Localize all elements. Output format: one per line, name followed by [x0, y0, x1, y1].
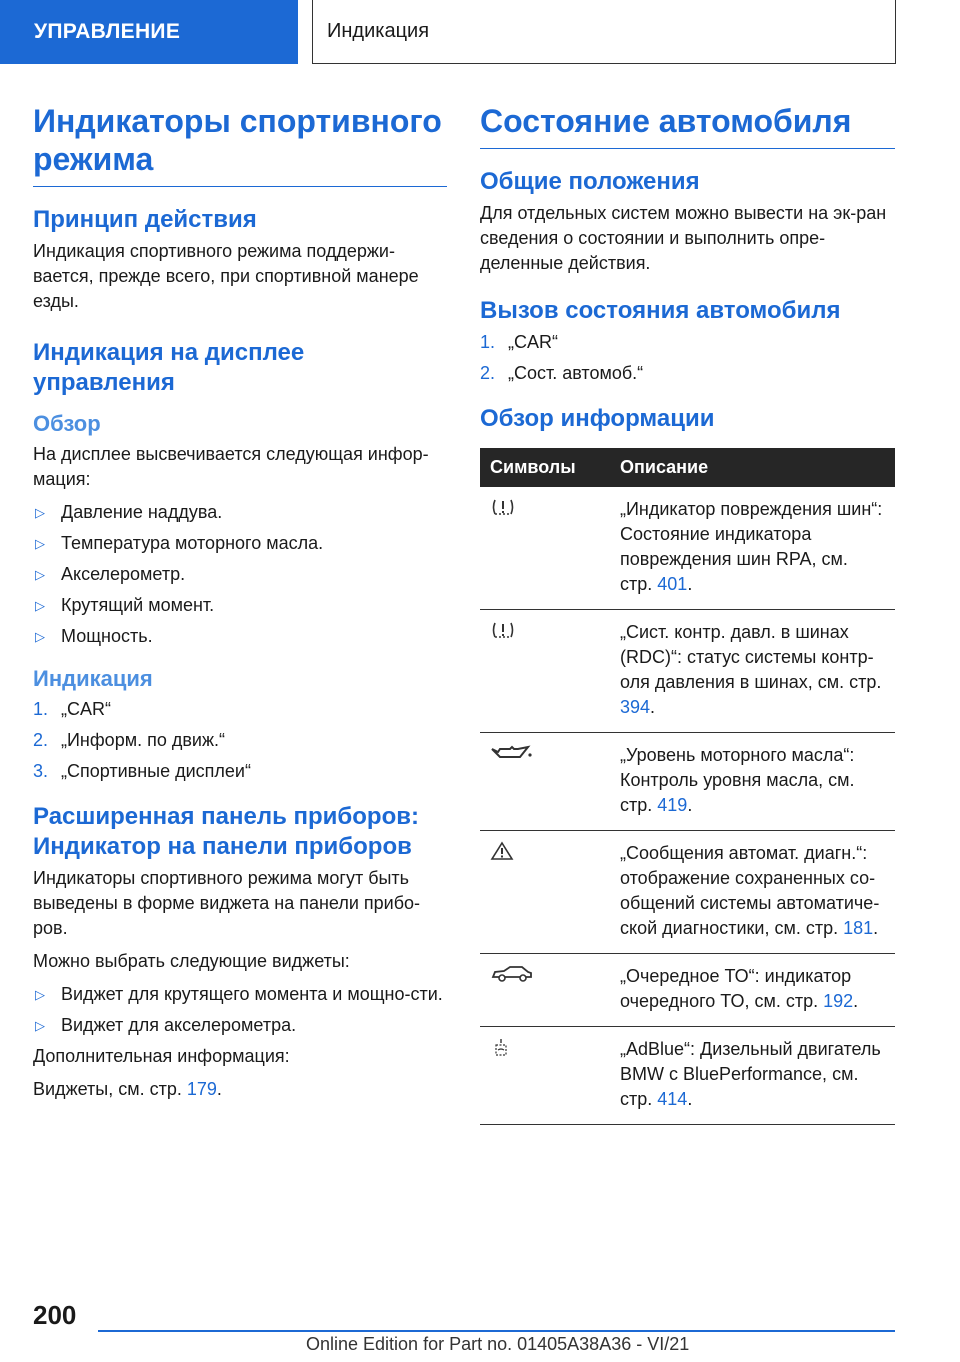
tire-damage-warning-icon	[490, 497, 516, 524]
list-item: 3. „Спортивные дисплеи“	[33, 761, 251, 781]
description-cell: „Уровень моторного масла“: Контроль уровня масла, см. стр. 419.	[610, 733, 895, 831]
page-link[interactable]: 394	[620, 697, 651, 717]
principle-text: Индикация спортивного режима поддержи-вается, прежде всего, при спортивной манере езды.	[33, 241, 419, 311]
table-row	[480, 1027, 895, 1125]
description-cell: „Сообщения автомат. диагн.“: отображение сохраненных со-общений системы автоматиче-ской диагностики, см. стр. 181.	[610, 831, 895, 954]
car-service-icon	[490, 964, 534, 991]
overview-bullet-list	[33, 500, 447, 649]
tire-pressure-monitor-icon	[490, 620, 516, 647]
general-text: Для отдельных систем можно вывести на эк-ран сведения о состоянии и выполнить опре-деленные действия.	[480, 203, 887, 273]
table-row	[480, 831, 895, 954]
overview-info-heading: Обзор информации	[480, 405, 715, 432]
list-item: 2. „Информ. по движ.“	[33, 730, 225, 750]
list-item: ▷ Акселерометр.	[33, 562, 447, 587]
oil-can-icon	[490, 743, 534, 772]
list-item: ▷ Виджет для крутящего момента и мощно-сти.	[33, 982, 447, 1007]
principle-heading: Принцип действия	[33, 206, 257, 233]
triangle-bullet-icon: ▷	[35, 1018, 45, 1033]
left-title: Индикаторы спортивного режима	[33, 102, 447, 187]
panel-heading: Расширенная панель приборов: Индикатор на панели приборов	[33, 803, 419, 860]
triangle-bullet-icon: ▷	[35, 505, 45, 520]
triangle-bullet-icon: ▷	[35, 629, 45, 644]
description-cell: „Сист. контр. давл. в шинах (RDC)“: статус системы контр-оля давления в шинах, см. стр. 394.	[610, 610, 895, 733]
right-column	[480, 102, 895, 1125]
left-column	[33, 102, 447, 1110]
panel-text-1: Индикаторы спортивного режима могут быть выведены в форме виджета на панели прибо-ров.	[33, 868, 421, 938]
triangle-bullet-icon: ▷	[35, 987, 45, 1002]
page-link[interactable]: 414	[657, 1089, 688, 1109]
description-cell: „Очередное ТО“: индикатор очередного ТО, см. стр. 192.	[610, 954, 895, 1027]
table-row	[480, 487, 895, 610]
list-item: 1. „CAR“	[33, 699, 111, 719]
indication-heading: Индикация	[33, 666, 153, 691]
chapter-title: Индикация	[312, 0, 896, 64]
info-table	[480, 448, 895, 1125]
widget-bullet-list	[33, 982, 447, 1038]
description-cell: „Индикатор повреждения шин“: Состояние индикатора повреждения шин RPA, см. стр. 401.	[610, 487, 895, 610]
section-tab: УПРАВЛЕНИЕ	[0, 0, 298, 64]
table-row	[480, 733, 895, 831]
warning-triangle-icon	[490, 841, 514, 868]
general-heading: Общие положения	[480, 168, 700, 195]
triangle-bullet-icon: ▷	[35, 536, 45, 551]
list-item: 1. „CAR“	[480, 332, 558, 352]
call-heading: Вызов состояния автомобиля	[480, 297, 841, 324]
page-link[interactable]: 419	[657, 795, 688, 815]
table-row	[480, 610, 895, 733]
edition-text: Online Edition for Part no. 01405A38A36 - VI/21	[306, 1334, 690, 1354]
page-link[interactable]: 179	[186, 1079, 217, 1099]
footer-divider	[98, 1330, 895, 1332]
panel-text-4: Виджеты, см. стр. 179.	[33, 1079, 222, 1099]
table-row	[480, 954, 895, 1027]
page-link[interactable]: 181	[843, 918, 874, 938]
call-steps	[480, 330, 895, 386]
page-link[interactable]: 192	[823, 991, 854, 1011]
panel-text-2: Можно выбрать следующие виджеты:	[33, 951, 350, 971]
table-header-row	[480, 448, 895, 487]
overview-heading: Обзор	[33, 411, 101, 436]
page-number: 200	[33, 1300, 77, 1330]
overview-text: На дисплее высвечивается следующая инфор-мация:	[33, 444, 429, 489]
adblue-icon	[490, 1037, 512, 1066]
col-description: Описание	[610, 448, 895, 487]
right-title: Состояние автомобиля	[480, 102, 895, 149]
list-item: ▷ Крутящий момент.	[33, 593, 447, 618]
triangle-bullet-icon: ▷	[35, 598, 45, 613]
panel-text-3: Дополнительная информация:	[33, 1046, 290, 1066]
list-item: ▷ Давление наддува.	[33, 500, 447, 525]
list-item: ▷ Виджет для акселерометра.	[33, 1013, 447, 1038]
triangle-bullet-icon: ▷	[35, 567, 45, 582]
list-item: ▷ Мощность.	[33, 624, 447, 649]
description-cell: „AdBlue“: Дизельный двигатель BMW с BluePerformance, см. стр. 414.	[610, 1027, 895, 1125]
list-item: 2. „Сост. автомоб.“	[480, 363, 644, 383]
list-item: ▷ Температура моторного масла.	[33, 531, 447, 556]
col-symbols: Символы	[480, 448, 610, 487]
indication-steps	[33, 697, 447, 784]
page-link[interactable]: 401	[657, 574, 688, 594]
display-heading: Индикация на дисплее управления	[33, 339, 305, 396]
